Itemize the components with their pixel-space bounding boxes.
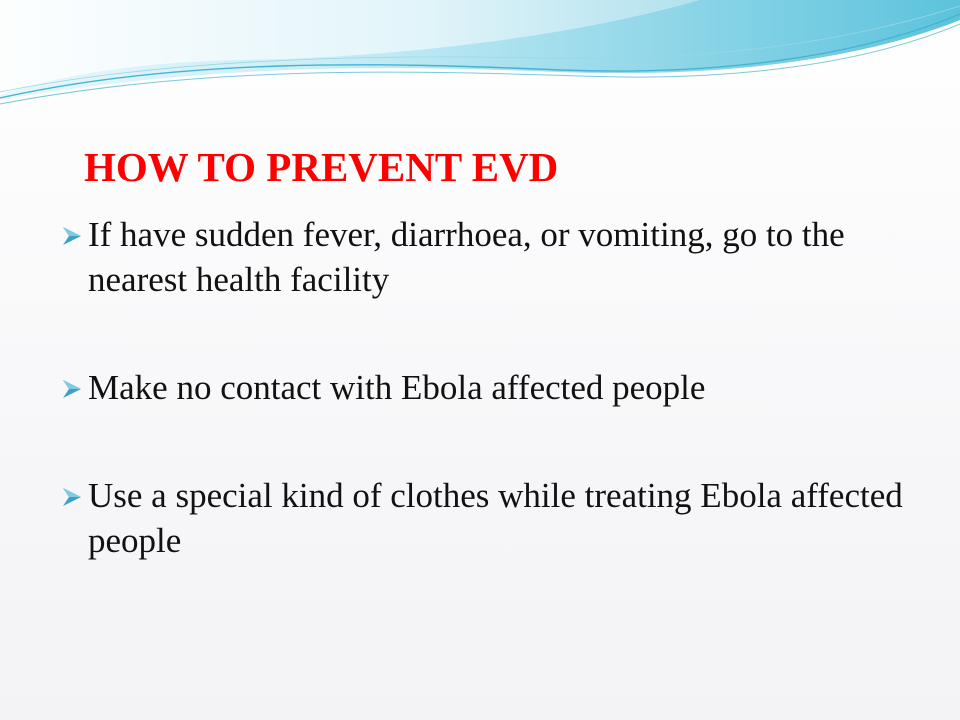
bullet-text: Make no contact with Ebola affected people: [88, 368, 706, 407]
bullet-list: [60, 212, 920, 563]
bullet-item: [60, 473, 920, 563]
bullet-text: If have sudden fever, diarrhoea, or vomiting, go to the nearest health facility: [88, 215, 845, 299]
bullet-text: Use a special kind of clothes while treating Ebola affected people: [88, 476, 903, 560]
arrow-bullet-icon: [60, 378, 84, 400]
arrow-bullet-icon: [60, 225, 84, 247]
slide-title: HOW TO PREVENT EVD: [84, 144, 559, 190]
header-wave-decoration: [0, 0, 960, 120]
bullet-item: [60, 212, 920, 302]
arrow-bullet-icon: [60, 486, 84, 508]
bullet-item: [60, 365, 920, 410]
